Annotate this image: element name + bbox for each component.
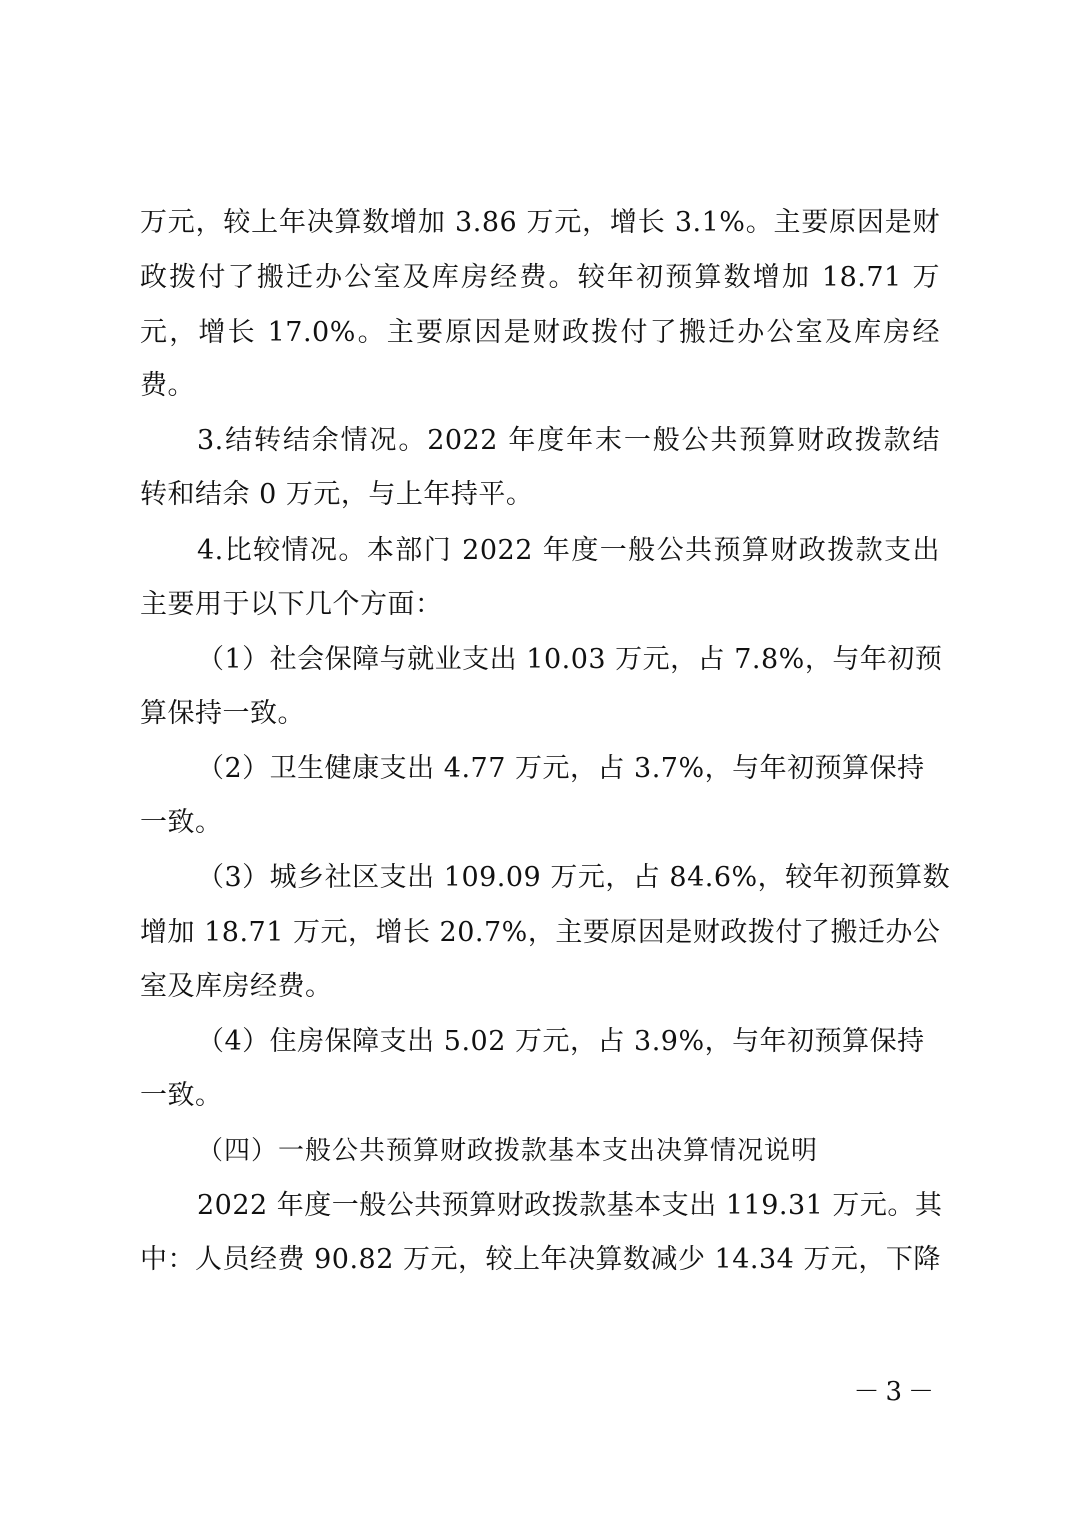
paragraph-4-line-1: 2022 年度一般公共预算财政拨款基本支出 119.31 万元。其 — [197, 1190, 943, 1221]
item-2-line-1: （2）卫生健康支出 4.77 万元，占 3.7%，与年初预算保持 — [197, 753, 925, 784]
item-4-line-1: （4）住房保障支出 5.02 万元，占 3.9%，与年初预算保持 — [197, 1026, 925, 1057]
item-3-line-2: 增加 18.71 万元，增长 20.7%，主要原因是财政拨付了搬迁办公 — [140, 917, 941, 948]
page-number: －3－ — [853, 1377, 940, 1407]
item-1-line-2: 算保持一致。 — [140, 698, 305, 729]
section-heading: （四）一般公共预算财政拨款基本支出决算情况说明 — [197, 1136, 819, 1166]
paragraph-3-line-1: 4.比较情况。本部门 2022 年度一般公共预算财政拨款支出 — [197, 535, 940, 566]
paragraph-2-line-1: 3.结转结余情况。2022 年度年末一般公共预算财政拨款结 — [197, 425, 940, 456]
paragraph-1-line-3: 元，增长 17.0%。主要原因是财政拨付了搬迁办公室及库房经 — [140, 317, 940, 348]
paragraph-3-line-2: 主要用于以下几个方面： — [140, 589, 443, 620]
paragraph-4-line-2: 中：人员经费 90.82 万元，较上年决算数减少 14.34 万元，下降 — [140, 1244, 941, 1275]
item-4-line-2: 一致。 — [140, 1080, 223, 1111]
item-1-line-1: （1）社会保障与就业支出 10.03 万元，占 7.8%，与年初预 — [197, 644, 943, 675]
paragraph-1-line-2: 政拨付了搬迁办公室及库房经费。较年初预算数增加 18.71 万 — [140, 262, 940, 293]
paragraph-1-line-1: 万元，较上年决算数增加 3.86 万元，增长 3.1%。主要原因是财 — [140, 207, 940, 238]
paragraph-1-line-4: 费。 — [140, 370, 195, 401]
item-2-line-2: 一致。 — [140, 807, 223, 838]
item-3-line-1: （3）城乡社区支出 109.09 万元，占 84.6%，较年初预算数 — [197, 862, 951, 893]
paragraph-2-line-2: 转和结余 0 万元，与上年持平。 — [140, 479, 534, 510]
item-3-line-3: 室及库房经费。 — [140, 971, 333, 1002]
